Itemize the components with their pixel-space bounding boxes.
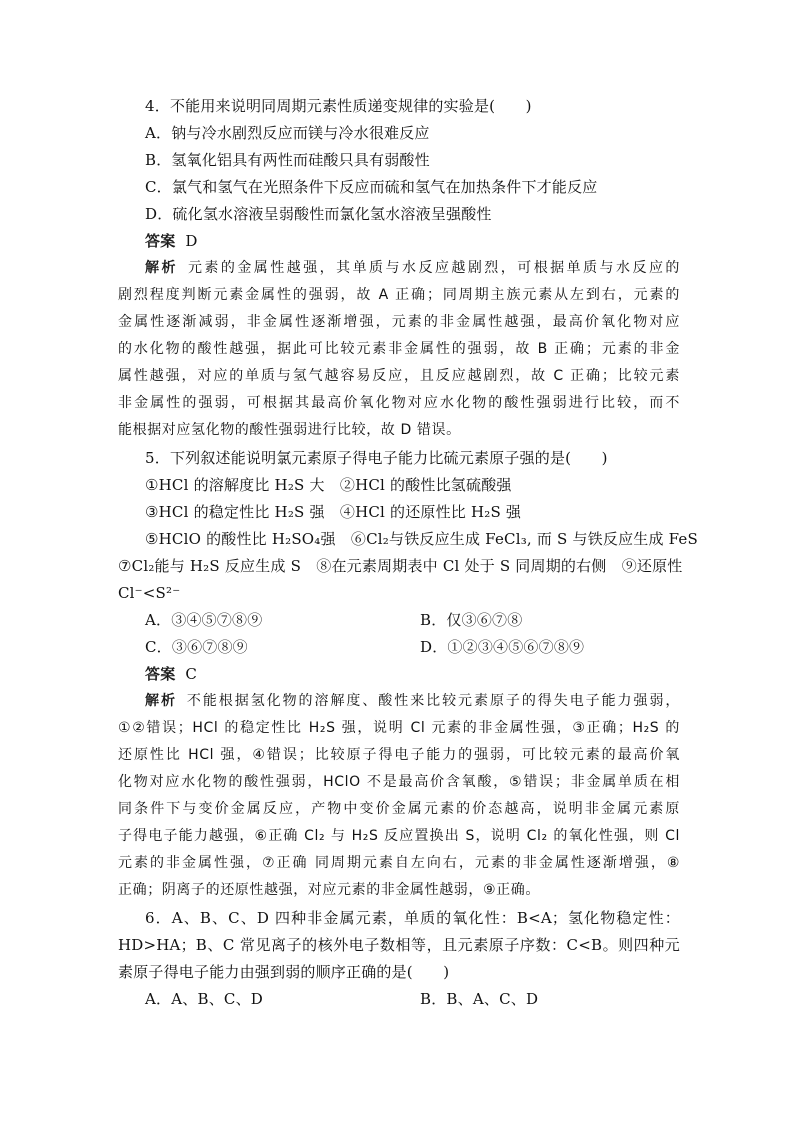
q5-analysis-line-6: 子得电子能力越强，⑥正确 Cl₂ 与 H₂S 反应置换出 S，说明 Cl₂ 的氧化性强，则 Cl <box>118 828 680 844</box>
q4-analysis-line-4: 的水化物的酸性越强，据此可比较元素非金属性的强弱，故 B 正确；元素的非金 <box>118 341 680 357</box>
q5-option-c: C．③⑥⑦⑧⑨ <box>145 638 248 656</box>
q5-analysis-line-2: ①②错误；HCl 的稳定性比 H₂S 强，说明 Cl 元素的非金属性强，③正确；H₂S 的 <box>118 720 680 736</box>
q4-analysis-line-1: 解析 元素的金属性越强，其单质与水反应越剧烈，可根据单质与水反应的 <box>145 260 681 276</box>
q4-option-c: C．氯气和氢气在光照条件下反应而硫和氢气在加热条件下才能反应 <box>145 178 598 196</box>
q6-option-a: A．A、B、C、D <box>145 990 263 1008</box>
q5-answer-label: 答案 <box>145 665 176 683</box>
q5-analysis-line-3: 还原性比 HCl 强，④错误；比较原子得电子能力的强弱，可比较元素的最高价氧 <box>118 747 680 763</box>
q5-answer-line <box>145 664 707 684</box>
q5-item-line-5: Cl⁻<S²⁻ <box>118 584 181 602</box>
q4-analysis-line-3: 金属性逐渐减弱，非金属性逐渐增强，元素的非金属性越强，最高价氧化物对应 <box>118 314 680 330</box>
q6-option-b: B．B、A、C、D <box>420 990 539 1008</box>
q4-answer-line <box>145 231 707 251</box>
q4-option-b: B．氢氧化铝具有两性而硅酸只具有弱酸性 <box>145 151 430 169</box>
q4-stem: 4．不能用来说明同周期元素性质递变规律的实验是( ) <box>145 97 532 115</box>
q5-answer-value: C <box>185 665 198 683</box>
q5-option-b: B．仅③⑥⑦⑧ <box>420 611 523 629</box>
q6-stem-line-2: HD>HA；B、C 常见离子的核外电子数相等，且元素原子序数：C<B。则四种元 <box>118 936 680 954</box>
q5-item-line-2: ③HCl 的稳定性比 H₂S 强 ④HCl 的还原性比 H₂S 强 <box>145 503 522 521</box>
q4-analysis-line-5: 属性越强，对应的单质与氢气越容易反应，且反应越剧烈，故 C 正确；比较元素 <box>118 368 680 384</box>
q5-option-d: D．①②③④⑤⑥⑦⑧⑨ <box>420 638 585 656</box>
q4-option-a: A．钠与冷水剧烈反应而镁与冷水很难反应 <box>145 124 430 142</box>
q4-analysis-line-7: 能根据对应氢化物的酸性强弱进行比较，故 D 错误。 <box>118 422 461 438</box>
q5-analysis-line-7: 元素的非金属性强，⑦正确 同周期元素自左向右，元素的非金属性逐渐增强，⑧ <box>118 855 680 871</box>
q6-stem-line-3: 素原子得电子能力由强到弱的顺序正确的是( ) <box>118 963 450 981</box>
q5-analysis-line-5: 同条件下与变价金属反应，产物中变价金属元素的价态越高，说明非金属元素原 <box>118 801 680 817</box>
q4-answer-label: 答案 <box>145 232 176 250</box>
q4-analysis-line-2: 剧烈程度判断元素金属性的强弱，故 A 正确；同周期主族元素从左到右，元素的 <box>118 287 680 303</box>
q5-analysis-line-1: 解析 不能根据氢化物的溶解度、酸性来比较元素原子的得失电子能力强弱， <box>145 693 680 709</box>
q5-item-line-1: ①HCl 的溶解度比 H₂S 大 ②HCl 的酸性比氢硫酸强 <box>145 476 512 494</box>
q5-stem: 5．下列叙述能说明氯元素原子得电子能力比硫元素原子强的是( ) <box>145 449 608 467</box>
q6-stem-line-1: 6．A、B、C、D 四种非金属元素，单质的氧化性：B<A；氢化物稳定性： <box>145 909 680 927</box>
q5-item-line-4: ⑦Cl₂能与 H₂S 反应生成 S ⑧在元素周期表中 Cl 处于 S 同周期的右侧 ⑨还原性 <box>118 557 683 575</box>
q4-answer-value: D <box>185 232 198 250</box>
q4-analysis-label: 解析 <box>145 260 178 276</box>
q5-analysis-label: 解析 <box>145 693 177 709</box>
q5-item-line-3: ⑤HClO 的酸性比 H₂SO₄强 ⑥Cl₂与铁反应生成 FeCl₃, 而 S 与铁反应生成 FeS <box>145 530 698 548</box>
q4-analysis-line-6: 非金属性的强弱，可根据其最高价氧化物对应水化物的酸性强弱进行比较，而不 <box>118 395 680 411</box>
q5-option-a: A．③④⑤⑦⑧⑨ <box>145 611 263 629</box>
q5-analysis-line-4: 化物对应水化物的酸性强弱，HClO 不是最高价含氧酸，⑤错误；非金属单质在相 <box>118 774 680 790</box>
q5-analysis-line-8: 正确；阴离子的还原性越强，对应元素的非金属性越弱，⑨正确。 <box>118 882 540 898</box>
q4-option-d: D．硫化氢水溶液呈弱酸性而氯化氢水溶液呈强酸性 <box>145 205 492 223</box>
